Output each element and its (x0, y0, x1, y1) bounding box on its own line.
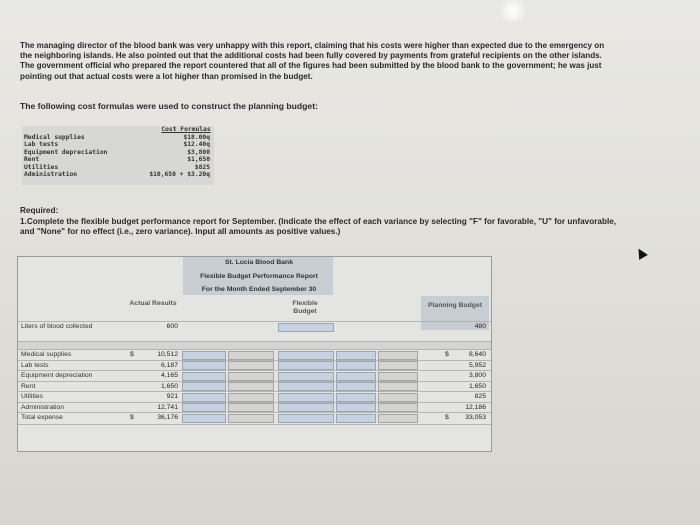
cost-row-depreciation (24, 149, 212, 156)
planning-cell (421, 392, 489, 402)
activity-effect-select[interactable] (228, 361, 274, 370)
report-title: St. Lucia Blood Bank (225, 259, 293, 266)
spending-variance-input[interactable] (336, 393, 376, 402)
flexible-budget-input[interactable] (278, 372, 334, 381)
flexible-budget-input[interactable] (278, 351, 334, 360)
actual-value: 600 (166, 323, 178, 330)
cost-row-administration (24, 171, 212, 178)
actual-value: 10,512 (157, 351, 178, 358)
spending-variance-input[interactable] (336, 351, 376, 360)
mouse-cursor-icon (634, 246, 648, 260)
cost-row-utilities (24, 164, 212, 171)
row-label: Lab tests (21, 361, 49, 369)
planning-cell (421, 403, 489, 413)
required-title: Required: (20, 206, 59, 215)
flexible-budget-input[interactable] (278, 403, 334, 412)
cost-row-medical (24, 134, 212, 141)
col-actual-results: Actual Results (129, 300, 177, 307)
flexible-budget-report (17, 256, 492, 452)
row-label: Rent (21, 382, 36, 390)
liters-row (18, 321, 491, 333)
actual-value: 921 (166, 393, 178, 400)
planning-value: 33,053 (465, 414, 486, 421)
planning-cell (421, 322, 489, 332)
actual-cell (126, 322, 180, 332)
actual-cell (126, 382, 180, 392)
planning-value: 5,952 (468, 361, 486, 369)
cost-row-lab (24, 141, 212, 148)
planning-value: 825 (474, 393, 486, 400)
row-label: Liters of blood collected (21, 323, 93, 330)
spending-effect-select[interactable] (378, 351, 418, 360)
cost-value: $10,650 + $3.20q (149, 171, 210, 178)
cost-value: $12.40q (183, 141, 210, 149)
activity-variance-input[interactable] (182, 393, 226, 402)
planning-cell (421, 413, 489, 423)
spending-variance-input[interactable] (336, 372, 376, 381)
spending-effect-select[interactable] (378, 372, 418, 381)
actual-cell (126, 371, 180, 381)
actual-cell (126, 361, 180, 371)
row-label: Total expense (21, 414, 63, 421)
activity-effect-select[interactable] (228, 351, 274, 360)
spending-variance-input[interactable] (336, 403, 376, 412)
activity-variance-input[interactable] (182, 414, 226, 423)
planning-value: 3,800 (468, 372, 486, 379)
row-label: Equipment depreciation (21, 372, 93, 379)
activity-variance-input[interactable] (182, 382, 226, 391)
activity-variance-input[interactable] (182, 403, 226, 412)
actual-value: 1,650 (160, 382, 178, 390)
expense-row-total (18, 412, 491, 425)
col-flexible-budget: Flexible Budget (292, 300, 318, 315)
cost-label: Medical supplies (24, 134, 85, 141)
flexible-budget-input[interactable] (278, 414, 334, 423)
cost-value: $1,650 (187, 156, 210, 164)
cost-value: $18.00q (183, 134, 210, 141)
activity-effect-select[interactable] (228, 393, 274, 402)
planning-value: 480 (474, 323, 486, 330)
problem-paragraph: The managing director of the blood bank was very unhappy with this report, claiming that his costs were higher than expected due to the emergency on the neighboring islands. He also pointed out that the additional costs had been fully covered by payments from grateful recipients on the other islands. The government official who prepared the report countered that all of the figures had been submitted by the blood bank to the government; he was just pointing out that actual costs were a lot higher than promised in the budget. (20, 41, 605, 81)
actual-value: 12,741 (157, 403, 178, 411)
planning-cell (421, 361, 489, 371)
flexible-budget-input[interactable] (278, 382, 334, 391)
planning-value: 12,186 (465, 403, 486, 411)
cost-label: Rent (24, 156, 40, 164)
spending-variance-input[interactable] (336, 382, 376, 391)
cost-label: Lab tests (24, 141, 59, 149)
report-subtitle: Flexible Budget Performance Report (200, 273, 318, 280)
spending-effect-select[interactable] (378, 382, 418, 391)
activity-variance-input[interactable] (182, 372, 226, 381)
spending-effect-select[interactable] (378, 361, 418, 370)
spending-effect-select[interactable] (378, 403, 418, 412)
row-label: Medical supplies (21, 351, 72, 358)
planning-cell (421, 382, 489, 392)
cost-formulas-header: Cost Formulas (161, 126, 211, 133)
planning-cell (421, 350, 489, 360)
cost-label: Administration (24, 171, 78, 178)
activity-effect-select[interactable] (228, 372, 274, 381)
activity-effect-select[interactable] (228, 414, 274, 423)
cost-label: Equipment depreciation (24, 148, 108, 156)
spending-variance-input[interactable] (336, 414, 376, 423)
activity-variance-input[interactable] (182, 361, 226, 370)
actual-cell (126, 392, 180, 402)
report-period: For the Month Ended September 30 (201, 286, 317, 293)
required-section (20, 206, 620, 238)
cost-value: $825 (194, 163, 210, 171)
actual-cell (126, 413, 180, 423)
cost-label: Utilities (24, 163, 59, 171)
actual-cell (126, 403, 180, 413)
cost-value: $3,800 (187, 148, 210, 156)
spending-variance-input[interactable] (336, 361, 376, 370)
planning-dollar: $ (445, 414, 449, 421)
spending-effect-select[interactable] (378, 393, 418, 402)
row-label: Utilities (21, 393, 43, 400)
activity-effect-select[interactable] (228, 403, 274, 412)
planning-value: 8,640 (468, 351, 486, 358)
actual-cell (126, 350, 180, 360)
cost-formulas-intro: The following cost formulas were used to construct the planning budget: (20, 101, 318, 111)
flexible-liters-input[interactable] (278, 323, 334, 332)
actual-value: 6,187 (160, 361, 178, 369)
actual-value: 4,165 (160, 372, 178, 379)
screen-glare (498, 0, 528, 22)
planning-dollar: $ (445, 351, 449, 358)
row-label: Administration (21, 403, 65, 411)
actual-dollar: $ (130, 351, 134, 358)
flexible-budget-input[interactable] (278, 361, 334, 370)
cost-formulas-table (22, 126, 214, 185)
actual-dollar: $ (130, 414, 134, 421)
col-planning-budget: Planning Budget (428, 302, 482, 309)
planning-cell (421, 371, 489, 381)
activity-variance-input[interactable] (182, 351, 226, 360)
planning-value: 1,650 (468, 382, 486, 390)
activity-effect-select[interactable] (228, 382, 274, 391)
spending-effect-select[interactable] (378, 414, 418, 423)
required-text: 1.Complete the flexible budget performance report for September. (Indicate the effect of each variance by selecting "F" for favorable, "U" for unfavorable, and "None" for no effect (i.e., zero variance). Input all amounts as positive values.) (20, 216, 617, 236)
cost-row-rent (24, 156, 212, 163)
flexible-budget-input[interactable] (278, 393, 334, 402)
actual-value: 36,176 (157, 414, 178, 421)
